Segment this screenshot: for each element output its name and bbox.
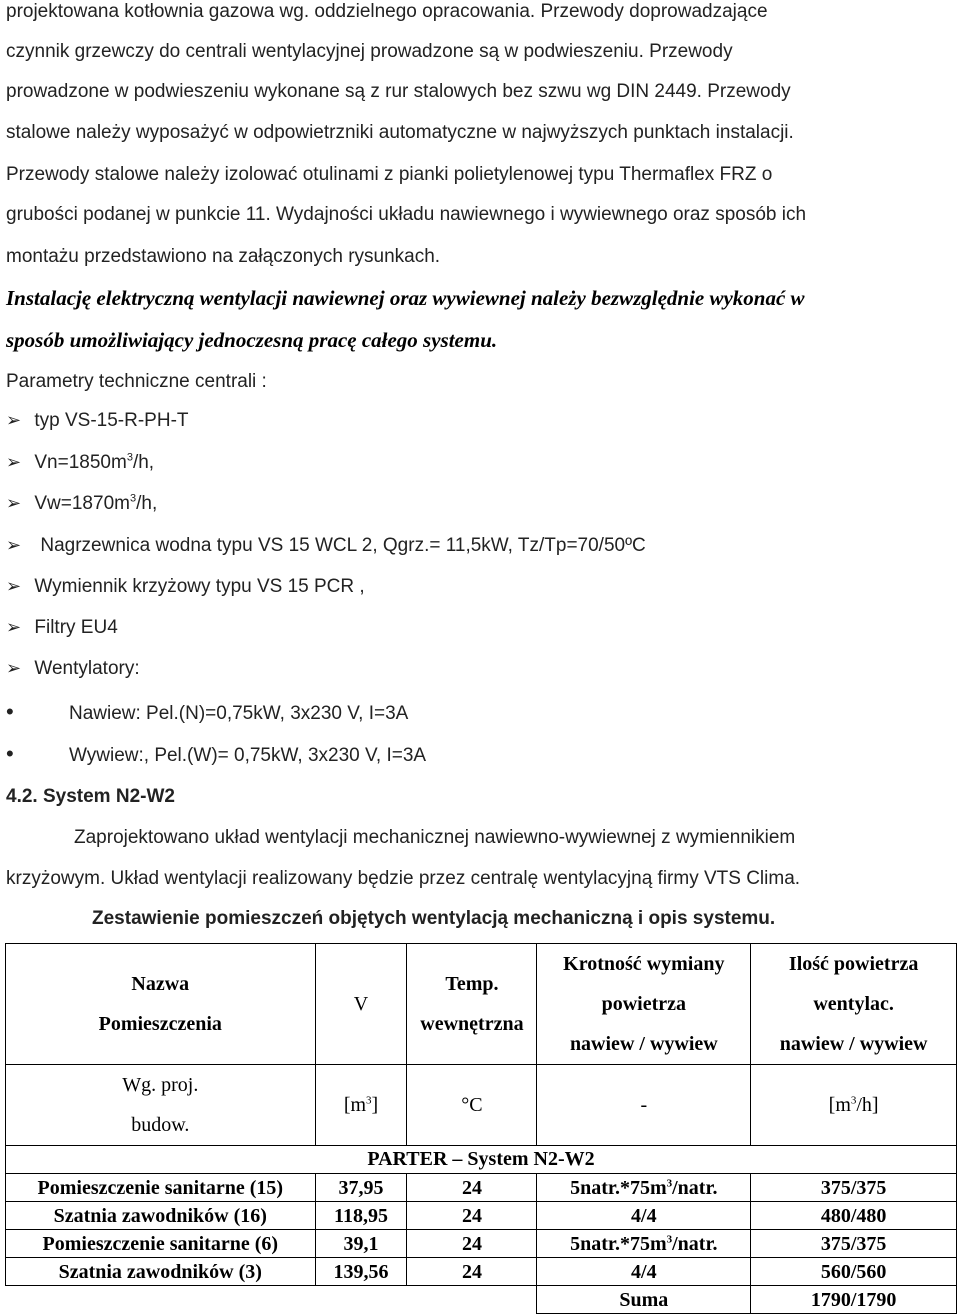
params-title: Parametry techniczne centrali : <box>6 371 267 392</box>
param-vn-unit: /h, <box>132 452 155 473</box>
table-header-row <box>6 944 957 1065</box>
paragraph-line: Przewody stalowe należy izolować otulinami z pianki polietylenowej typu Thermaflex FRZ o <box>6 164 773 185</box>
paragraph-line: montażu przedstawiono na załączonych rysunkach. <box>6 246 441 267</box>
header-v: V <box>315 944 407 1065</box>
cell-ilosc: 375/375 <box>751 1230 957 1258</box>
header-name-line2: Pomieszczenia <box>98 1013 222 1035</box>
cell-krot: 4/4 <box>537 1258 751 1286</box>
cell-name: Pomieszczenie sanitarne (6) <box>6 1230 316 1258</box>
header-temp-line2: wewnętrzna <box>420 1013 524 1035</box>
section-row <box>6 1146 957 1174</box>
cell-krot: $5natr.*75m^3$/natr. <box>537 1230 751 1258</box>
table-units-row <box>6 1065 957 1146</box>
arrow-bullet-icon: ➢ <box>6 535 22 556</box>
round-bullet-icon: • <box>6 741 14 766</box>
section-label: PARTER – System N2-W2 <box>6 1146 957 1174</box>
units-ilosc: $[m^3/h]$ <box>751 1065 957 1146</box>
cell-v: 37,95 <box>315 1174 407 1202</box>
param-wymiennik <box>6 575 365 599</box>
header-ilosc-line3: nawiew / wywiew <box>779 1033 928 1055</box>
param-wywiew-text: Wywiew:, Pel.(W)= 0,75kW, 3x230 V, I=3A <box>68 745 427 766</box>
round-bullet-icon: • <box>6 699 14 724</box>
header-ilosc-line2: wentylac. <box>813 993 894 1015</box>
paragraph-line: prowadzone w podwieszeniu wykonane są z rur stalowych bez szwu wg DIN 2449. Przewody <box>6 81 791 102</box>
units-name-line2: budow. <box>131 1114 190 1136</box>
paragraph-line: stalowe należy wyposażyć w odpowietrzniki automatyczne w najwyższych punktach instalacji. <box>6 122 794 143</box>
paragraph-line: czynnik grzewczy do centrali wentylacyjnej prowadzone są w podwieszeniu. Przewody <box>6 41 733 62</box>
arrow-bullet-icon: ➢ <box>6 410 22 431</box>
arrow-bullet-icon: ➢ <box>6 493 22 514</box>
arrow-bullet-icon: ➢ <box>6 452 22 473</box>
cell-ilosc: 560/560 <box>751 1258 957 1286</box>
header-ilosc <box>751 944 957 1065</box>
units-name <box>6 1065 316 1146</box>
arrow-bullet-icon: ➢ <box>6 658 22 679</box>
param-nagrzewnica <box>6 534 646 558</box>
cell-temp: 24 <box>407 1174 537 1202</box>
table-row <box>6 1202 957 1230</box>
header-temp-line1: Temp. <box>445 973 499 995</box>
header-krot-line2: powietrza <box>601 993 687 1015</box>
cell-v: 39,1 <box>315 1230 407 1258</box>
param-vw <box>6 492 157 516</box>
arrow-bullet-icon: ➢ <box>6 617 22 638</box>
cell-ilosc: 480/480 <box>751 1202 957 1230</box>
sum-row <box>6 1286 957 1314</box>
cell-temp: 24 <box>407 1230 537 1258</box>
empty-cell <box>407 1286 537 1314</box>
cell-krot: $5natr.*75m^3$/natr. <box>537 1174 751 1202</box>
cell-temp: 24 <box>407 1258 537 1286</box>
cell-name: Szatnia zawodników (3) <box>6 1258 316 1286</box>
header-krotnosc <box>537 944 751 1065</box>
table-title: Zestawienie pomieszczeń objętych wentylacją mechaniczną i opis systemu. <box>92 908 776 929</box>
param-wentylatory <box>6 657 140 681</box>
param-typ <box>6 409 189 433</box>
table-row <box>6 1230 957 1258</box>
cell-v: 118,95 <box>315 1202 407 1230</box>
param-wymiennik-text: Wymiennik krzyżowy typu VS 15 PCR , <box>34 576 365 597</box>
units-name-line1: Wg. proj. <box>122 1074 199 1096</box>
cell-v: 139,56 <box>315 1258 407 1286</box>
table-row <box>6 1258 957 1286</box>
header-name <box>6 944 316 1065</box>
section-heading: 4.2. System N2-W2 <box>6 786 175 807</box>
cell-temp: 24 <box>407 1202 537 1230</box>
header-name-line1: Nazwa <box>131 973 190 995</box>
cell-name: Pomieszczenie sanitarne (15) <box>6 1174 316 1202</box>
superscript: 3 <box>126 451 133 464</box>
param-wentylatory-text: Wentylatory: <box>34 658 140 679</box>
units-krot: - <box>537 1065 751 1146</box>
param-typ-text: typ VS-15-R-PH-T <box>34 410 189 431</box>
superscript: 3 <box>129 492 137 505</box>
param-vn <box>6 451 154 475</box>
cell-krot: 4/4 <box>537 1202 751 1230</box>
param-nawiew <box>6 700 408 726</box>
cell-name: Szatnia zawodników (16) <box>6 1202 316 1230</box>
units-temp: °C <box>407 1065 537 1146</box>
paragraph-line: projektowana kotłownia gazowa wg. oddzielnego opracowania. Przewody doprowadzające <box>6 1 768 22</box>
param-nagrzewnica-text: Nagrzewnica wodna typu VS 15 WCL 2, Qgrz.= 11,5kW, Tz/Tp=70/50ºC <box>40 535 646 556</box>
rooms-table <box>5 943 957 1314</box>
sum-value: 1790/1790 <box>751 1286 957 1314</box>
paragraph-line: grubości podanej w punkcie 11. Wydajności układu nawiewnego i wywiewnego oraz sposób ich <box>6 204 807 225</box>
arrow-bullet-icon: ➢ <box>6 576 22 597</box>
header-temp <box>407 944 537 1065</box>
section-text: Zaprojektowano układ wentylacji mechanicznej nawiewno-wywiewnej z wymiennikiem <box>74 827 796 848</box>
param-vn-text: Vn=1850m <box>34 452 127 473</box>
param-filtry-text: Filtry EU4 <box>34 617 118 638</box>
table-row <box>6 1174 957 1202</box>
sum-label: Suma <box>537 1286 751 1314</box>
header-krot-line3: nawiew / wywiew <box>569 1033 718 1055</box>
param-wywiew <box>6 742 426 768</box>
units-v: $[m^3]$ <box>315 1065 407 1146</box>
param-nawiew-text: Nawiew: Pel.(N)=0,75kW, 3x230 V, I=3A <box>68 703 409 724</box>
section-text: krzyżowym. Układ wentylacji realizowany będzie przez centralę wentylacyjną firmy VTS Clima. <box>6 868 801 889</box>
empty-cell <box>315 1286 407 1314</box>
header-krot-line1: Krotność wymiany <box>563 953 725 975</box>
empty-cell <box>6 1286 316 1314</box>
cell-ilosc: 375/375 <box>751 1174 957 1202</box>
note-line: Instalację elektryczną wentylacji nawiewnej oraz wywiewnej należy bezwzględnie wykonać w <box>6 286 805 310</box>
param-vw-text: Vw=1870m <box>34 493 130 514</box>
header-ilosc-line1: Ilość powietrza <box>788 953 919 975</box>
param-vw-unit: /h, <box>136 493 158 514</box>
param-filtry <box>6 616 118 640</box>
note-line: sposób umożliwiający jednoczesną pracę całego systemu. <box>6 328 498 352</box>
